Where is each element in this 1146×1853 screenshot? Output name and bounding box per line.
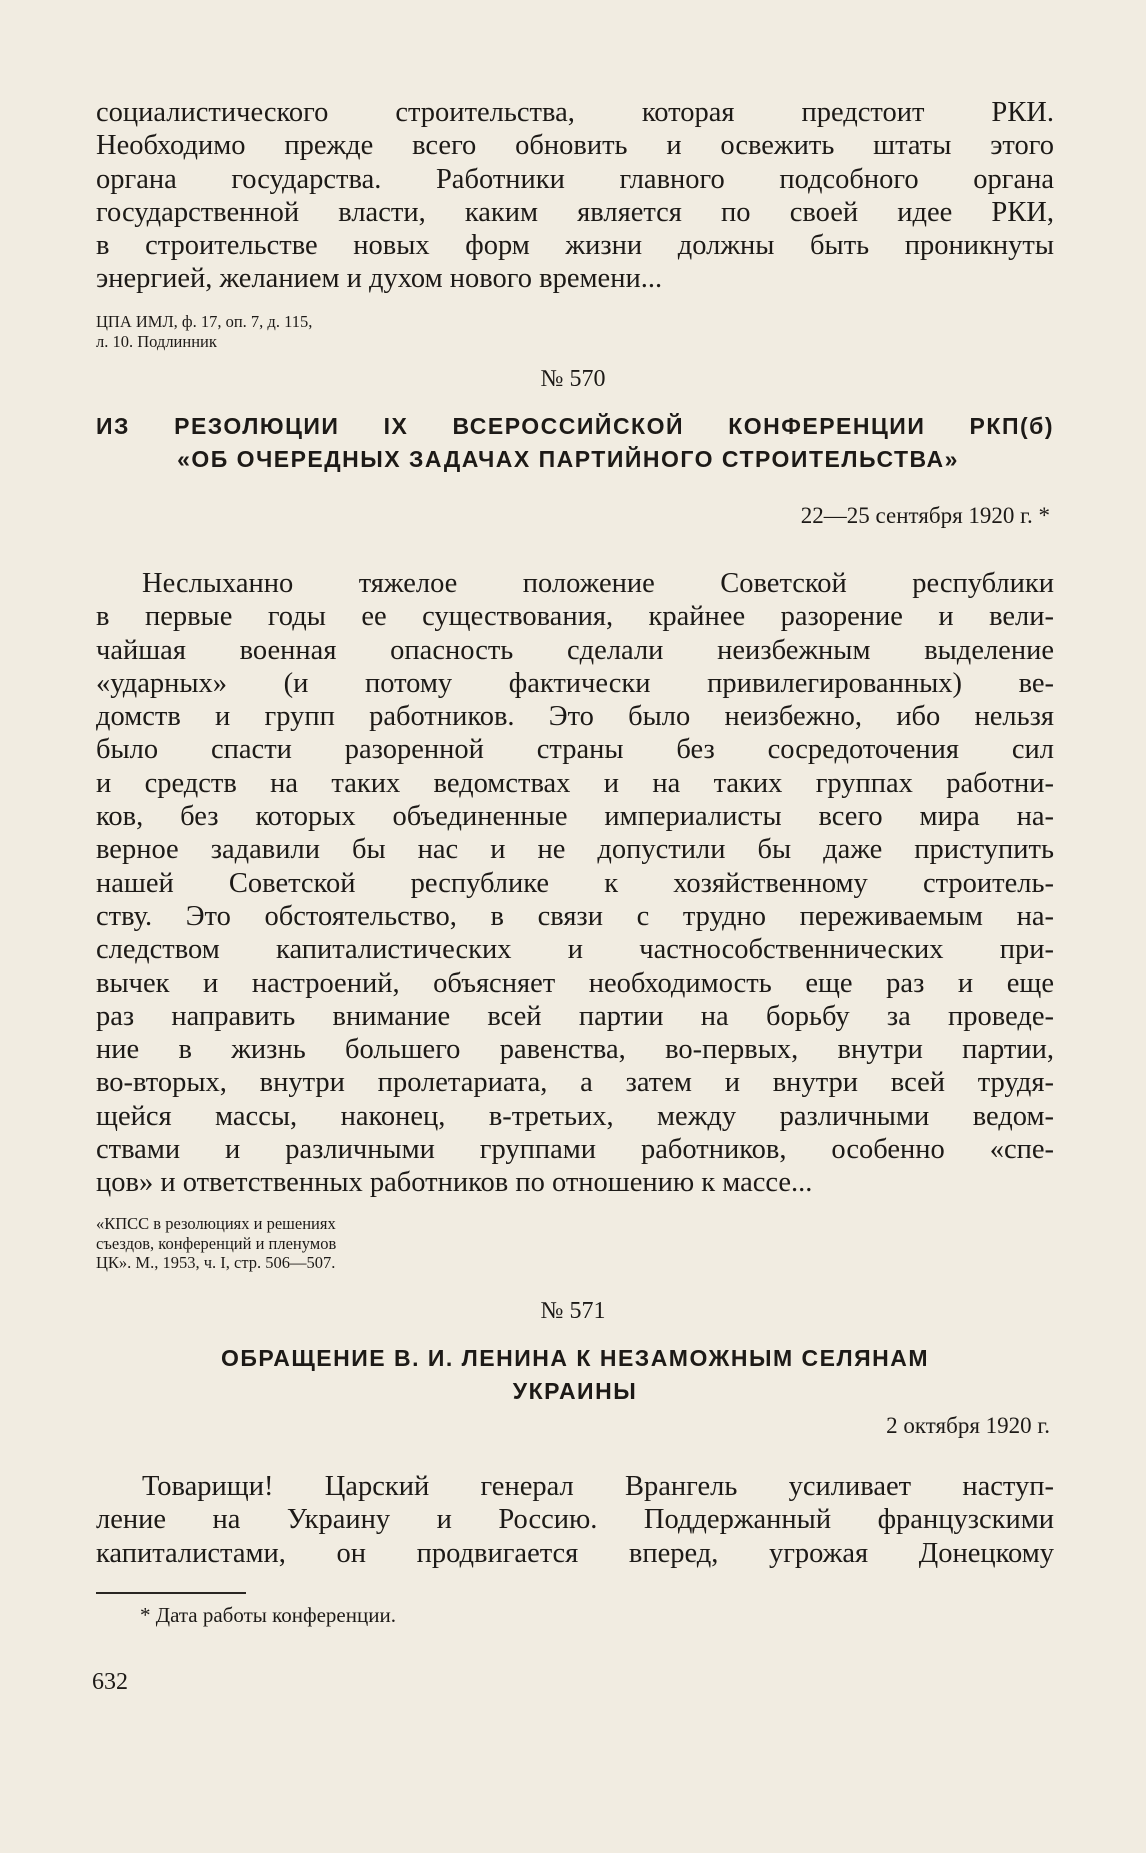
document-title-570 [96,410,1054,476]
text-line: следством капиталистических и частнособственнических при- [96,934,1054,966]
text-line: нашей Советской республике к хозяйственному строитель- [96,867,1054,899]
archive-source [96,312,496,351]
title-line: ОБРАЩЕНИЕ В. И. ЛЕНИНА К НЕЗАМОЖНЫМ СЕЛЯНАМ [220,1345,930,1371]
text-line: раз направить внимание всей партии на борьбу за проведе- [96,1000,1054,1032]
text-line: щейся массы, наконец, в-третьих, между различными ведом- [96,1100,1054,1132]
text-line: цов» и ответственных работников по отношению к массе... [96,1167,813,1199]
text-line: энергией, желанием и духом нового времени... [96,263,663,295]
document-number-571: № 571 [540,1298,606,1324]
text-line: ков, без которых объединенные империалисты всего мира на- [96,801,1054,833]
text-line: ствами и различными группами работников, особенно «спе- [96,1134,1054,1166]
footnote: * Дата работы конференции. [140,1603,396,1627]
appeal-paragraph [96,1470,1054,1570]
document-title-571 [96,1342,1054,1408]
page-number: 632 [92,1669,128,1695]
text-line: социалистического строительства, которая предстоит РКИ. [96,97,1054,128]
source-line: ЦК». М., 1953, ч. I, стр. 506—507. [96,1253,336,1272]
text-line: в первые годы ее существования, крайнее разорение и вели- [96,601,1054,633]
text-line: капиталистами, он продвигается вперед, угрожая Донецкому [96,1537,1054,1569]
title-line: ИЗ РЕЗОЛЮЦИИ IX ВСЕРОССИЙСКОЙ КОНФЕРЕНЦИИ РКП(б) [96,413,1054,439]
source-line: ЦПА ИМЛ, ф. 17, оп. 7, д. 115, [96,312,313,331]
text-line: ству. Это обстоятельство, в связи с трудно переживаемым на- [96,900,1054,932]
resolution-paragraph [96,567,1054,1200]
text-line: верное задавили бы нас и не допустили бы даже приступить [96,834,1054,866]
text-line: домств и групп работников. Это было неизбежно, ибо нельзя [96,701,1054,733]
document-number-570: № 570 [540,366,606,392]
footnote-rule [96,1592,246,1594]
text-line: ние в жизнь большего равенства, во-первых, внутри партии, [96,1034,1054,1066]
text-line: вычек и настроений, объясняет необходимость еще раз и еще [96,967,1054,999]
title-line: УКРАИНЫ [512,1378,638,1404]
text-line: и средств на таких ведомствах и на таких группах работни- [96,767,1054,799]
text-line: Неслыханно тяжелое положение Советской республики [142,568,1054,599]
text-line: государственной власти, каким является по своей идее РКИ, [96,196,1054,228]
source-line: «КПСС в резолюциях и решениях [96,1214,336,1233]
continuation-paragraph [96,96,1054,296]
text-line: ление на Украину и Россию. Поддержанный французскими [96,1504,1054,1536]
document-date-570: 22—25 сентября 1920 г. * [800,503,1050,528]
resolution-source [96,1214,516,1273]
source-line: съездов, конференций и пленумов [96,1233,337,1253]
title-line: «ОБ ОЧЕРЕДНЫХ ЗАДАЧАХ ПАРТИЙНОГО СТРОИТЕЛЬСТВА» [177,446,959,472]
document-date-571: 2 октября 1920 г. [886,1413,1050,1438]
text-line: в строительстве новых форм жизни должны быть проникнуты [96,230,1054,262]
text-line: было спасти разоренной страны без сосредоточения сил [96,734,1054,766]
source-line: л. 10. Подлинник [96,331,217,351]
text-line: «ударных» (и потому фактически привилегированных) ве- [96,667,1054,699]
text-line: во-вторых, внутри пролетариата, а затем и внутри всей трудя- [96,1067,1054,1099]
text-line: чайшая военная опасность сделали неизбежным выделение [96,634,1054,666]
text-line: органа государства. Работники главного подсобного органа [96,163,1054,195]
text-line: Товарищи! Царский генерал Врангель усиливает наступ- [142,1471,1054,1502]
text-line: Необходимо прежде всего обновить и освежить штаты этого [96,130,1054,162]
